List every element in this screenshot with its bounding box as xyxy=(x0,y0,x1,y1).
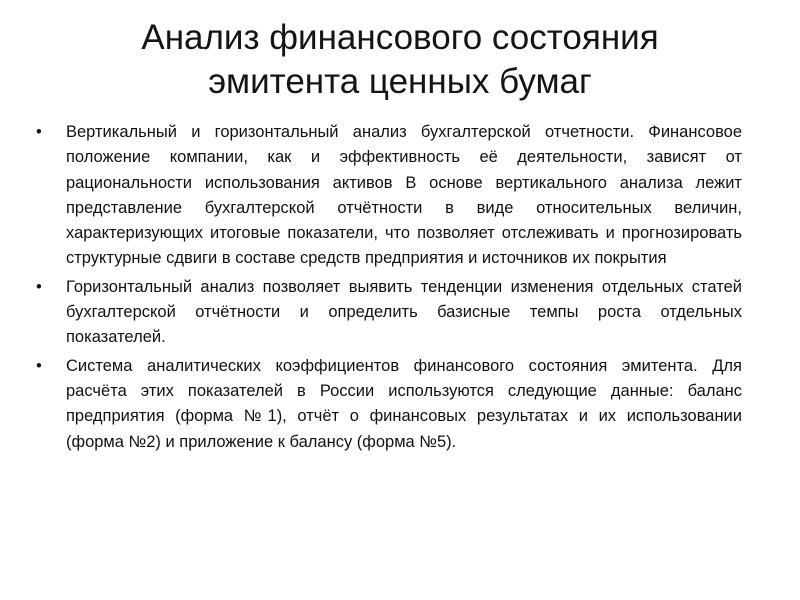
bullet-text: Горизонтальный анализ позволяет выявить тенденции изменения отдельных статей бухгалтерской отчётности и определить базисные темпы роста отдельных показателей. xyxy=(66,277,742,347)
slide-title xyxy=(40,16,760,104)
bullet-item-horizontal-analysis xyxy=(34,275,742,351)
bullet-item-vertical-analysis xyxy=(34,120,742,272)
bullet-item-coefficients xyxy=(34,354,742,455)
bullet-marker: • xyxy=(36,123,42,141)
slide-title-line-2: эмитента ценных бумаг xyxy=(208,62,592,101)
bullet-text: Вертикальный и горизонтальный анализ бухгалтерской отчетности. Финансовое положение компании, как и эффективность её деятельности, зависят от рациональности использования активов В основе вертикального анализа лежит представление бухгалтерской отчётности в виде относительных величин, характеризующих итоговые показатели, что позволяет отслеживать и прогнозировать структурные сдвиги в составе средств предприятия и источников их покрытия xyxy=(66,123,742,268)
bullet-list xyxy=(34,120,742,458)
slide-title-line-1: Анализ финансового состояния xyxy=(141,18,659,57)
bullet-marker: • xyxy=(36,277,42,296)
bullet-text: Система аналитических коэффициентов финансового состояния эмитента. Для расчёта этих показателей в России используются следующие данные: баланс предприятия (форма №1), отчёт о финансовых результатах и их использовании (форма №2) и приложение к балансу (форма №5). xyxy=(66,356,742,451)
bullet-marker: • xyxy=(36,356,42,375)
